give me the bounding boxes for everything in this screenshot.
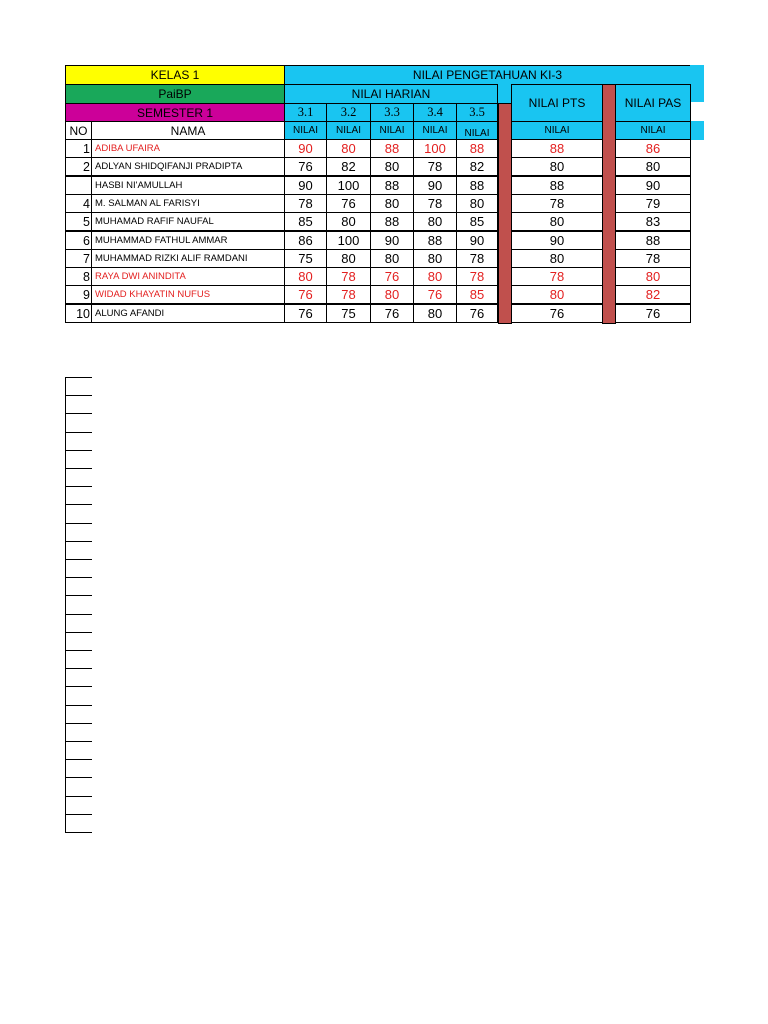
student-name: ALUNG AFANDI: [91, 304, 285, 323]
empty-row-line: [65, 777, 92, 778]
row-number: 10: [65, 304, 92, 323]
nilai-label: NILAI: [413, 121, 457, 140]
daily-score: 85: [456, 285, 498, 304]
section-title: NILAI PENGETAHUAN KI-3: [284, 65, 691, 85]
daily-score: 85: [284, 212, 327, 231]
empty-row-line: [65, 577, 92, 578]
pts-score: 80: [511, 249, 603, 268]
empty-row-line: [65, 741, 92, 742]
empty-row-line: [65, 395, 92, 396]
empty-row-line: [65, 705, 92, 706]
empty-row-line: [65, 413, 92, 414]
empty-row-line: [65, 523, 92, 524]
row-number: 6: [65, 231, 92, 250]
daily-score: 80: [370, 249, 414, 268]
pts-score: 78: [511, 267, 603, 286]
daily-score: 90: [370, 231, 414, 250]
empty-row-line: [65, 759, 92, 760]
daily-score: 90: [456, 231, 498, 250]
daily-score: 80: [284, 267, 327, 286]
kd-header-1: 3.1: [284, 103, 327, 122]
daily-score: 88: [370, 212, 414, 231]
daily-score: 80: [413, 267, 457, 286]
pts-header: NILAI PTS: [511, 84, 603, 122]
pts-score: 80: [511, 157, 603, 176]
kd-header-4: 3.4: [413, 103, 457, 122]
nilai-label: NILAI: [326, 121, 371, 140]
daily-score: 80: [413, 249, 457, 268]
daily-score: 88: [413, 231, 457, 250]
daily-score: 80: [370, 157, 414, 176]
row-number: 5: [65, 212, 92, 231]
daily-score: 82: [326, 157, 371, 176]
pas-score: 76: [615, 304, 691, 323]
empty-row-line: [65, 650, 92, 651]
daily-score: 75: [284, 249, 327, 268]
pas-score: 86: [615, 139, 691, 158]
pts-score: 78: [511, 194, 603, 213]
empty-row-line: [65, 668, 92, 669]
daily-score: 90: [284, 139, 327, 158]
student-name: HASBI NI'AMULLAH: [91, 176, 285, 195]
student-name: WIDAD KHAYATIN NUFUS: [91, 285, 285, 304]
daily-score: 80: [456, 194, 498, 213]
class-label: KELAS 1: [65, 65, 285, 85]
kd-header-5: 3.5: [456, 103, 498, 122]
daily-score: 80: [326, 139, 371, 158]
student-name: M. SALMAN AL FARISYI: [91, 194, 285, 213]
daily-score: 88: [456, 139, 498, 158]
daily-score: 80: [370, 194, 414, 213]
daily-score-header: NILAI HARIAN: [284, 84, 498, 104]
daily-score: 76: [370, 304, 414, 323]
pas-score: 90: [615, 176, 691, 195]
daily-score: 100: [326, 176, 371, 195]
row-number: 9: [65, 285, 92, 304]
pas-score: 80: [615, 267, 691, 286]
daily-score: 75: [326, 304, 371, 323]
column-header-no: NO: [65, 121, 92, 140]
header-fill-right-2: [690, 121, 704, 140]
pts-score: 80: [511, 212, 603, 231]
pas-score: 88: [615, 231, 691, 250]
daily-score: 78: [413, 157, 457, 176]
pas-score: 80: [615, 157, 691, 176]
empty-rows-vertical-line: [65, 377, 66, 832]
daily-score: 86: [284, 231, 327, 250]
pts-score: 90: [511, 231, 603, 250]
empty-row-line: [65, 632, 92, 633]
nilai-label: NILAI: [456, 121, 498, 140]
student-name: MUHAMMAD RIZKI ALIF RAMDANI: [91, 249, 285, 268]
daily-score: 88: [456, 176, 498, 195]
empty-row-line: [65, 796, 92, 797]
separator-column: [602, 84, 616, 324]
daily-score: 90: [284, 176, 327, 195]
daily-score: 76: [456, 304, 498, 323]
header-fill-right: [690, 65, 704, 102]
daily-score: 90: [413, 176, 457, 195]
empty-row-line: [65, 686, 92, 687]
column-header-name: NAMA: [91, 121, 285, 140]
empty-row-line: [65, 541, 92, 542]
daily-score: 88: [370, 139, 414, 158]
empty-row-line: [65, 450, 92, 451]
pas-header: NILAI PAS: [615, 84, 691, 122]
kd-header-2: 3.2: [326, 103, 371, 122]
daily-score: 80: [326, 212, 371, 231]
empty-row-line: [65, 432, 92, 433]
daily-score: 76: [284, 304, 327, 323]
pas-score: 79: [615, 194, 691, 213]
daily-score: 78: [326, 267, 371, 286]
daily-score: 78: [456, 249, 498, 268]
empty-row-line: [65, 377, 92, 378]
empty-row-line: [65, 504, 92, 505]
row-number: 4: [65, 194, 92, 213]
daily-score: 88: [370, 176, 414, 195]
pas-score: 82: [615, 285, 691, 304]
nilai-label: NILAI: [511, 121, 603, 140]
row-number: 1: [65, 139, 92, 158]
empty-row-line: [65, 814, 92, 815]
daily-score: 76: [370, 267, 414, 286]
daily-score: 78: [456, 267, 498, 286]
empty-row-line: [65, 723, 92, 724]
daily-score: 82: [456, 157, 498, 176]
row-number: [65, 176, 92, 195]
pas-score: 78: [615, 249, 691, 268]
daily-score: 76: [284, 285, 327, 304]
pts-score: 80: [511, 285, 603, 304]
empty-row-line: [65, 832, 92, 833]
pts-score: 76: [511, 304, 603, 323]
empty-row-line: [65, 486, 92, 487]
daily-header-fill: [498, 84, 512, 103]
row-number: 2: [65, 157, 92, 176]
row-number: 8: [65, 267, 92, 286]
daily-score: 100: [413, 139, 457, 158]
pts-score: 88: [511, 176, 603, 195]
row-number: 7: [65, 249, 92, 268]
daily-score: 80: [370, 285, 414, 304]
student-name: RAYA DWI ANINDITA: [91, 267, 285, 286]
subject-label: PaiBP: [65, 84, 285, 104]
nilai-label: NILAI: [370, 121, 414, 140]
daily-score: 78: [284, 194, 327, 213]
daily-score: 85: [456, 212, 498, 231]
pts-score: 88: [511, 139, 603, 158]
empty-row-line: [65, 595, 92, 596]
student-name: ADLYAN SHIDQIFANJI PRADIPTA: [91, 157, 285, 176]
daily-score: 76: [413, 285, 457, 304]
student-name: MUHAMAD RAFIF NAUFAL: [91, 212, 285, 231]
pas-score: 83: [615, 212, 691, 231]
daily-score: 78: [326, 285, 371, 304]
semester-label: SEMESTER 1: [65, 103, 285, 122]
student-name: ADIBA UFAIRA: [91, 139, 285, 158]
empty-row-line: [65, 468, 92, 469]
kd-header-3: 3.3: [370, 103, 414, 122]
daily-score: 78: [413, 194, 457, 213]
nilai-label: NILAI: [615, 121, 691, 140]
empty-row-line: [65, 559, 92, 560]
daily-score: 80: [326, 249, 371, 268]
nilai-label: NILAI: [284, 121, 327, 140]
daily-score: 80: [413, 304, 457, 323]
daily-score: 76: [326, 194, 371, 213]
daily-score: 100: [326, 231, 371, 250]
empty-row-line: [65, 614, 92, 615]
daily-score: 76: [284, 157, 327, 176]
daily-score: 80: [413, 212, 457, 231]
separator-column: [498, 103, 512, 324]
student-name: MUHAMMAD FATHUL AMMAR: [91, 231, 285, 250]
